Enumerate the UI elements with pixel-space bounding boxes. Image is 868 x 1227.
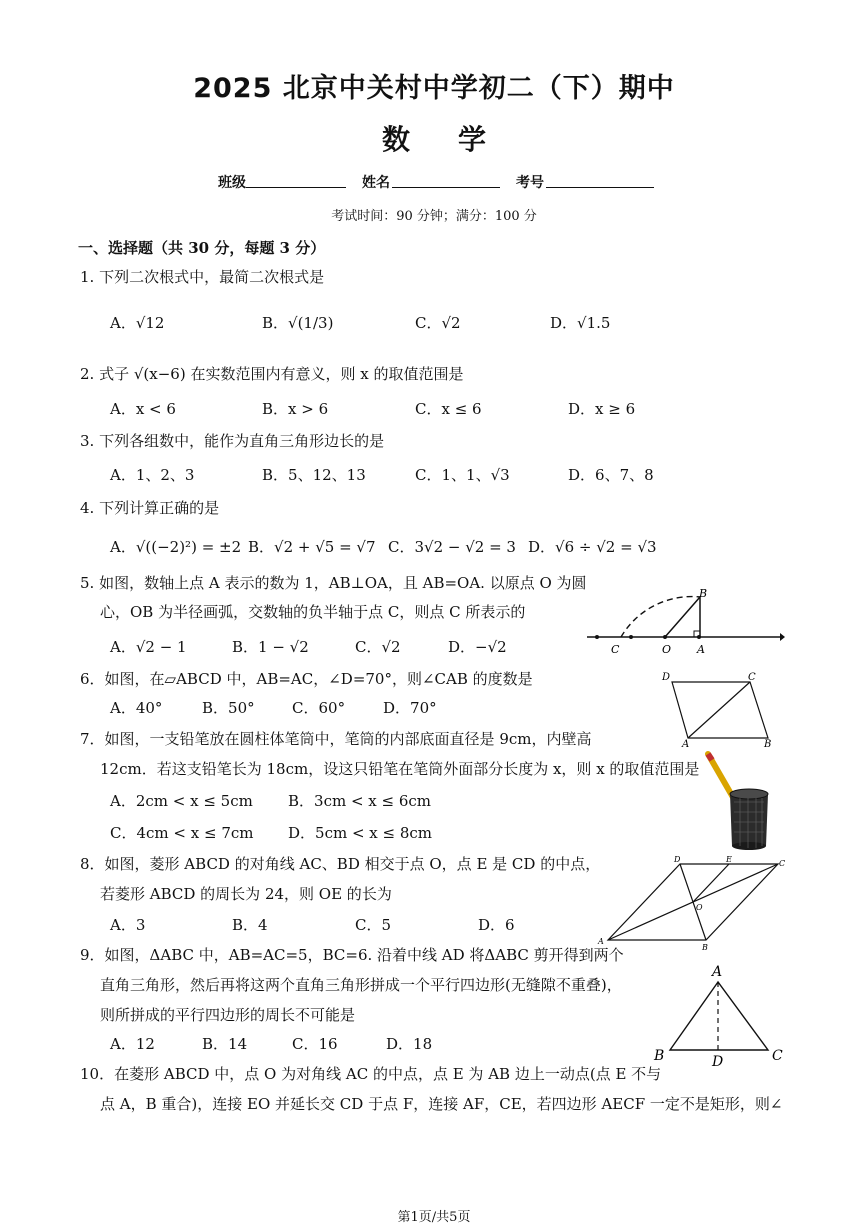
question-4-option-a: A．√((−2)²) = ±2 xyxy=(110,538,242,556)
question-8-option-a: A．3 xyxy=(110,916,146,934)
pencil-holder-figure xyxy=(700,750,780,855)
question-10-stem-line1: 10．在菱形 ABCD 中，点 O 为对角线 AC 的中点，点 E 为 AB 边上一动点(点 E 不与 xyxy=(80,1065,662,1083)
question-6-option-d: D．70° xyxy=(383,699,437,717)
fig8-label-o: O xyxy=(696,903,703,912)
id-label: 考号 xyxy=(516,175,544,191)
isosceles-triangle-figure xyxy=(652,962,792,1070)
question-3-option-b: B．5、12、13 xyxy=(262,466,366,484)
question-8-stem-line1: 8．如图，菱形 ABCD 的对角线 AC、BD 相交于点 O，点 E 是 CD 的中点， xyxy=(80,855,601,873)
question-4-stem: 4. 下列计算正确的是 xyxy=(80,499,220,517)
id-blank xyxy=(546,187,654,188)
question-6-option-b: B．50° xyxy=(202,699,255,717)
question-7-stem-line2: 12cm．若这支铅笔长为 18cm，设这只铅笔在笔筒外面部分长度为 x，则 x 的取值范围是 xyxy=(100,760,700,778)
question-9-option-d: D．18 xyxy=(386,1035,433,1053)
fig9-label-b: B xyxy=(654,1048,665,1064)
question-1-option-b: B．√(1/3) xyxy=(262,314,334,332)
page-title: 2025 北京中关村中学初二（下）期中 xyxy=(193,73,675,104)
fig6-label-a: A xyxy=(682,739,690,750)
fig9-label-c: C xyxy=(772,1048,783,1064)
question-5-option-c: C．√2 xyxy=(355,638,401,656)
name-blank xyxy=(392,187,500,188)
class-blank xyxy=(246,187,346,188)
question-7-stem-line1: 7．如图，一支铅笔放在圆柱体笔筒中，笔筒的内部底面直径是 9cm，内壁高 xyxy=(80,730,592,748)
question-5-option-b: B．1 − √2 xyxy=(232,638,309,656)
rhombus-figure xyxy=(596,852,796,952)
question-9-option-a: A．12 xyxy=(110,1035,155,1053)
question-5-option-d: D．−√2 xyxy=(448,638,507,656)
question-2-option-a: A．x < 6 xyxy=(110,400,176,418)
question-2-option-b: B．x > 6 xyxy=(262,400,329,418)
fig5-label-a: A xyxy=(697,643,705,656)
question-4-option-c: C．3√2 − √2 = 3 xyxy=(388,538,516,556)
section-heading: 一、选择题（共 30 分，每题 3 分） xyxy=(78,239,326,257)
question-9-stem-line3: 则所拼成的平行四边形的周长不可能是 xyxy=(100,1006,356,1024)
fig5-label-b: B xyxy=(699,587,708,600)
class-label: 班级 xyxy=(218,175,246,191)
fig9-label-a: A xyxy=(712,964,723,980)
fig8-label-b: B xyxy=(702,943,708,952)
question-7-option-c: C．4cm < x ≤ 7cm xyxy=(110,824,254,842)
question-6-option-c: C．60° xyxy=(292,699,346,717)
question-9-stem-line1: 9．如图，ΔABC 中，AB=AC=5，BC=6. 沿着中线 AD 将ΔABC 剪开得到两个 xyxy=(80,946,624,964)
question-6-stem: 6．如图，在▱ABCD 中，AB=AC，∠D=70°，则∠CAB 的度数是 xyxy=(80,670,533,688)
question-7-option-b: B．3cm < x ≤ 6cm xyxy=(288,792,432,810)
question-8-stem-line2: 若菱形 ABCD 的周长为 24，则 OE 的长为 xyxy=(100,885,392,903)
question-1-option-d: D．√1.5 xyxy=(550,314,611,332)
subject-title: 数学 xyxy=(381,123,534,156)
question-5-stem-line2: 心，OB 为半径画弧，交数轴的负半轴于点 C，则点 C 所表示的 xyxy=(100,603,526,621)
parallelogram-figure xyxy=(660,668,780,748)
question-3-option-c: C．1、1、√3 xyxy=(415,466,510,484)
question-3-stem: 3. 下列各组数中，能作为直角三角形边长的是 xyxy=(80,432,385,450)
question-10-stem-line2: 点 A，B 重合)，连接 EO 并延长交 CD 于点 F，连接 AF，CE，若四边形 AECF 一定不是矩形，则∠ xyxy=(100,1095,783,1113)
question-5-stem-line1: 5. 如图，数轴上点 A 表示的数为 1，AB⊥OA，且 AB=OA. 以原点 O 为圆 xyxy=(80,574,587,592)
fig6-label-d: D xyxy=(662,672,671,683)
question-3-option-d: D．6、7、8 xyxy=(568,466,654,484)
question-5-option-a: A．√2 − 1 xyxy=(110,638,187,656)
question-2-option-d: D．x ≥ 6 xyxy=(568,400,636,418)
fig8-label-d: D xyxy=(674,855,681,864)
name-label: 姓名 xyxy=(362,175,390,191)
question-2-stem: 2. 式子 √(x−6) 在实数范围内有意义，则 x 的取值范围是 xyxy=(80,365,464,383)
question-9-option-c: C．16 xyxy=(292,1035,338,1053)
question-3-option-a: A．1、2、3 xyxy=(110,466,195,484)
question-1-option-a: A．√12 xyxy=(110,314,165,332)
fig6-label-c: C xyxy=(748,672,756,683)
fig8-label-c: C xyxy=(779,859,786,868)
question-4-option-d: D．√6 ÷ √2 = √3 xyxy=(528,538,657,556)
fig8-label-a: A xyxy=(598,937,604,946)
number-line-figure xyxy=(585,585,785,660)
question-9-option-b: B．14 xyxy=(202,1035,248,1053)
question-8-option-b: B．4 xyxy=(232,916,268,934)
fig6-label-b: B xyxy=(764,739,772,750)
question-7-option-d: D．5cm < x ≤ 8cm xyxy=(288,824,433,842)
question-6-option-a: A．40° xyxy=(110,699,163,717)
question-7-option-a: A．2cm < x ≤ 5cm xyxy=(110,792,253,810)
question-1-option-c: C．√2 xyxy=(415,314,461,332)
question-8-option-d: D．6 xyxy=(478,916,515,934)
page-number: 第1页/共5页 xyxy=(397,1210,471,1225)
fig5-label-c: C xyxy=(611,643,620,656)
fig8-label-e: E xyxy=(726,855,732,864)
question-9-stem-line2: 直角三角形，然后再将这两个直角三角形拼成一个平行四边形(无缝隙不重叠)， xyxy=(100,976,622,994)
question-2-option-c: C．x ≤ 6 xyxy=(415,400,482,418)
question-8-option-c: C．5 xyxy=(355,916,392,934)
fig9-label-d: D xyxy=(712,1054,724,1070)
exam-meta: 考试时间：90 分钟；满分：100 分 xyxy=(331,209,537,224)
question-1-stem: 1. 下列二次根式中，最简二次根式是 xyxy=(80,268,325,286)
question-4-option-b: B．√2 + √5 = √7 xyxy=(248,538,376,556)
fig5-label-o: O xyxy=(662,643,672,656)
